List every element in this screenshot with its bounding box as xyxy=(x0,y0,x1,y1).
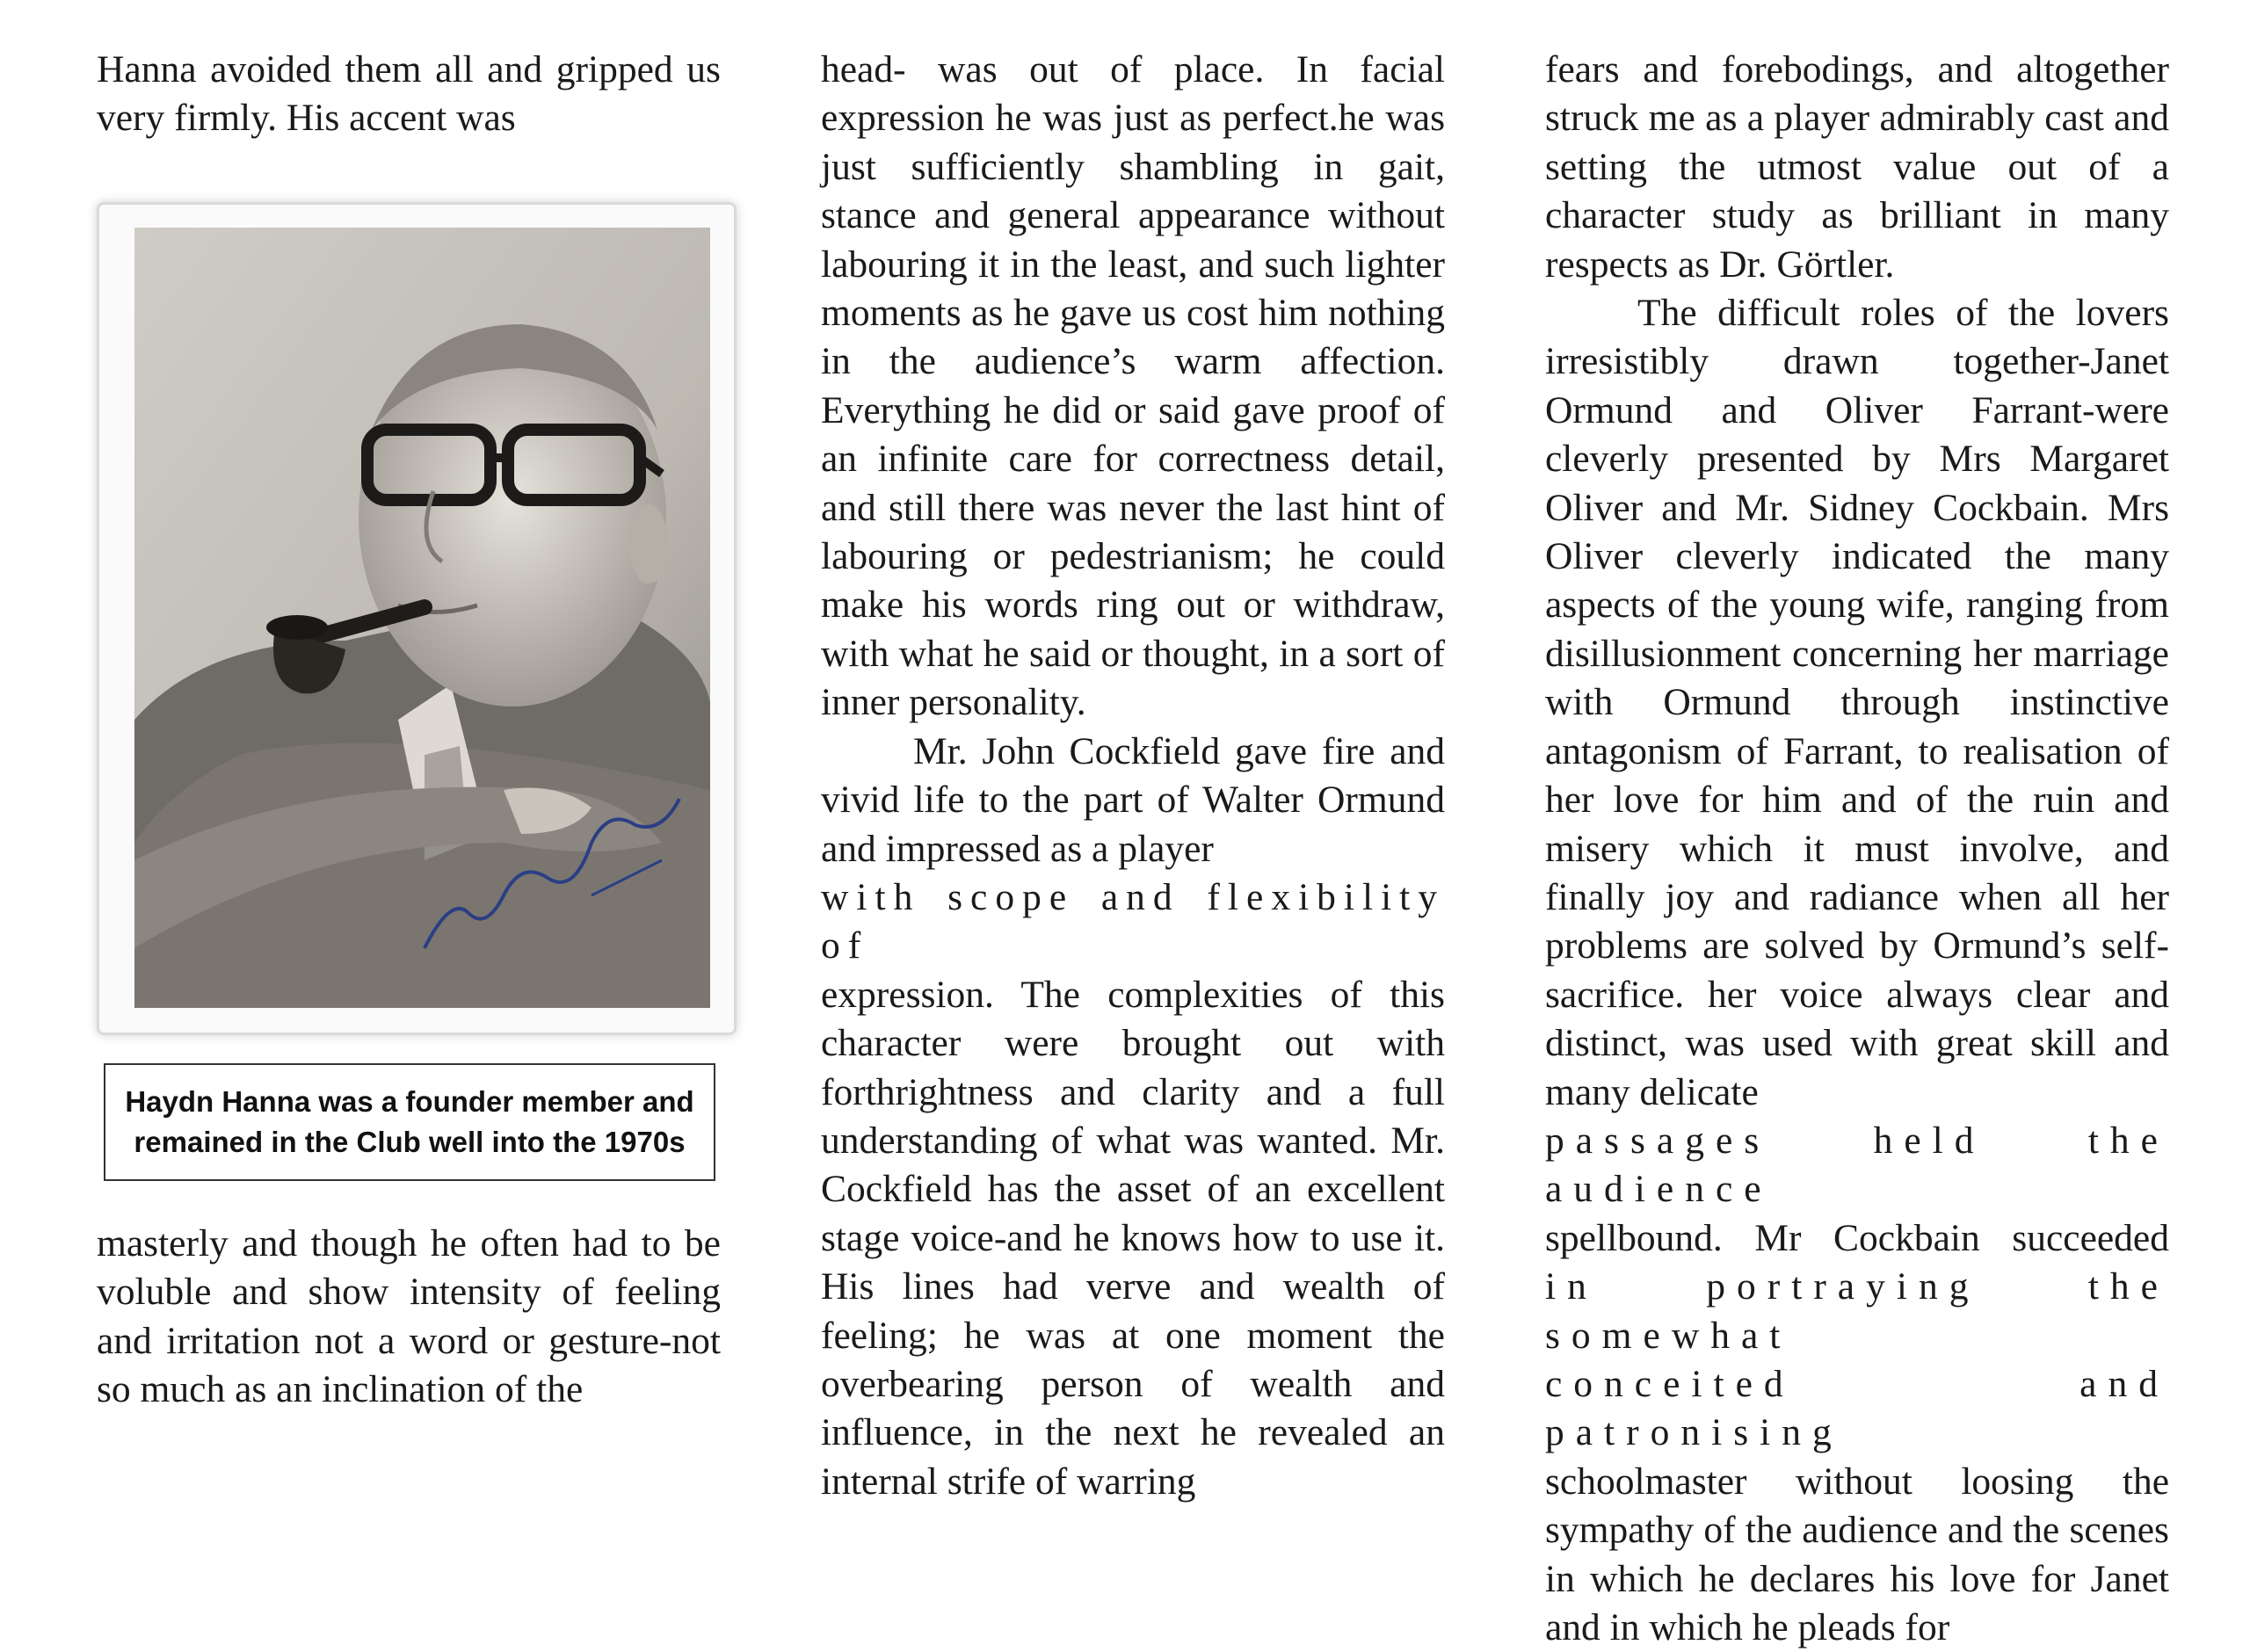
column-1-lower xyxy=(97,1220,721,1415)
photo-frame xyxy=(97,202,737,1035)
signature xyxy=(134,228,710,1008)
column-3-spread-line-1: passages held the audience xyxy=(1545,1119,2169,1211)
column-3-spread-line-2: in portraying the somewhat xyxy=(1545,1265,2169,1357)
column-3 xyxy=(1545,46,2169,1652)
column-2-spread-line: with scope and flexibility of xyxy=(821,875,1445,967)
column-1-bottom-paragraph: masterly and though he often had to be voluble and show intensity of feeling and irritation not a word or gesture-not so much as an inclination of the xyxy=(97,1222,721,1411)
column-3-paragraph-1: fears and forebodings, and altogether struck me as a player admirably cast and setting the utmost value out of a character study as brilliant in many respects as Dr. Görtler. xyxy=(1545,48,2169,286)
column-3-spread-line-3: conceited and patronising xyxy=(1545,1362,2169,1454)
column-1-upper xyxy=(97,46,721,143)
column-2-paragraph-2-end: expression. The complexities of this character were brought out with forthrightness and clarity and a full understanding of what was wanted. Mr. Cockfield has the asset of an excellent stage voice-and he knows how to use it. His lines had verve and wealth of feeling; he was at one moment the overbearing person of wealth and influence, in the next he revealed an internal strife of warring xyxy=(821,973,1445,1503)
column-3-paragraph-2-end: schoolmaster without loosing the sympathy of the audience and the scenes in which he declares his love for Janet and in which he pleads for xyxy=(1545,1460,2169,1648)
column-3-paragraph-2-mid: spellbound. Mr Cockbain succeeded xyxy=(1545,1216,2169,1259)
portrait-photo xyxy=(134,228,710,1008)
column-1-top-paragraph: Hanna avoided them all and gripped us very firmly. His accent was xyxy=(97,48,721,140)
column-2-paragraph-2-start: Mr. John Cockfield gave fire and vivid life to the part of Walter Ormund and impressed as a player xyxy=(821,729,1445,870)
column-2-paragraph-1: head- was out of place. In facial expression he was just as perfect.he was just sufficiently shambling in gait, stance and general appearance without labouring it in the least, and such lighter moments as he gave us cost him nothing in the audience’s warm affection. Everything he did or said gave proof of an infinite care for correctness detail, and still there was never the last hint of labouring or pedestrianism; he could make his words ring out or withdraw, with what he said or thought, in a sort of inner personality. xyxy=(821,48,1445,724)
photo-caption: Haydn Hanna was a founder member and remained in the Club well into the 1970s xyxy=(104,1063,715,1181)
column-2 xyxy=(821,46,1445,1506)
column-3-paragraph-2-start: The difficult roles of the lovers irresistibly drawn together-Janet Ormund and Oliver Farrant-were cleverly presented by Mrs Margaret Oliver and Mr. Sidney Cockbain. Mrs Oliver cleverly indicated the many aspects of the young wife, ranging from disillusionment concerning her marriage with Ormund through instinctive antagonism of Farrant, to realisation of her love for him and of the ruin and misery which it must involve, and finally joy and radiance when all her problems are solved by Ormund’s self-sacrifice. her voice always clear and distinct, was used with great skill and many delicate xyxy=(1545,292,2169,1113)
